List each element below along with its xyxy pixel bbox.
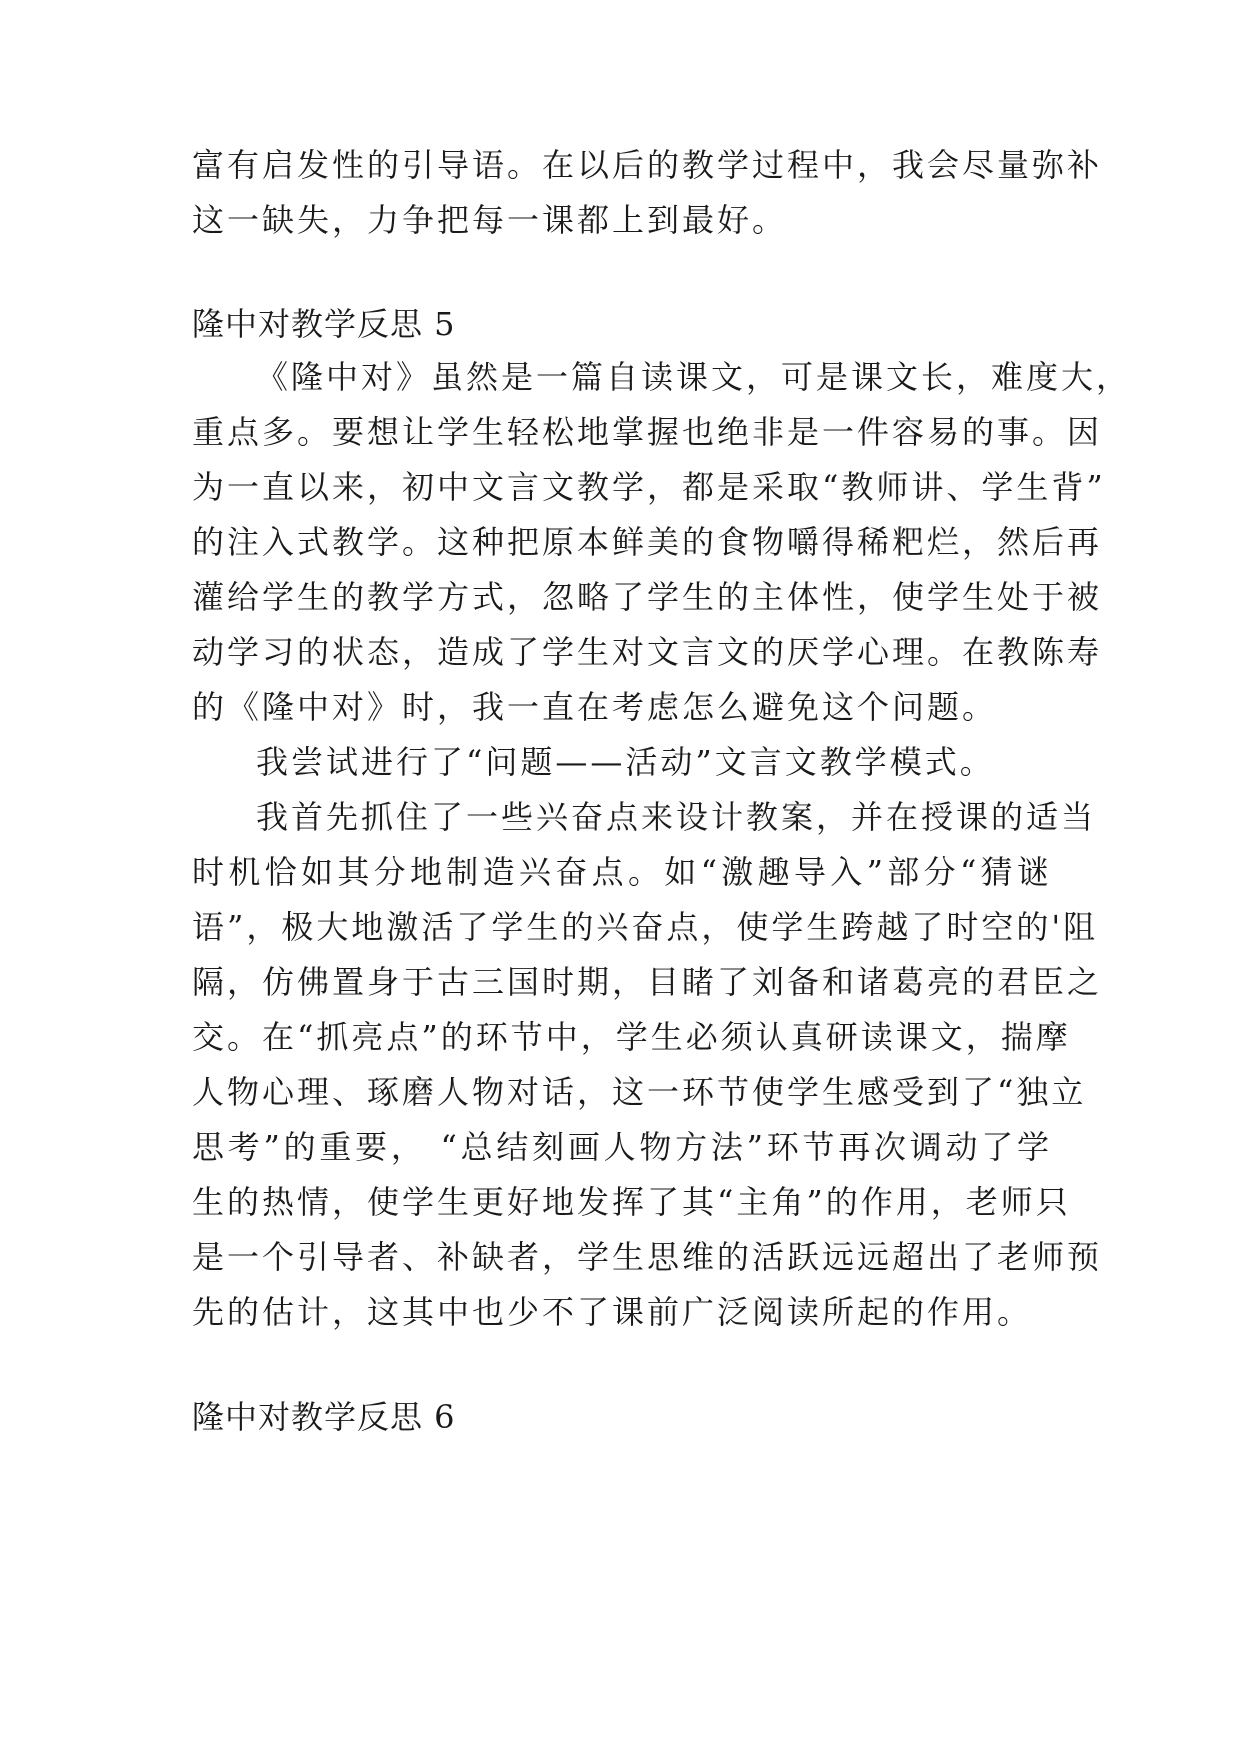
text-line: 我尝试进行了“问题——活动”文言文教学模式。	[256, 743, 995, 781]
text-line: 语”，极大地激活了学生的兴奋点，使学生跨越了时空的'阻	[192, 908, 1099, 946]
text-line: 先的估计，这其中也少不了课前广泛阅读所起的作用。	[192, 1293, 1033, 1331]
text-line: 重点多。要想让学生轻松地掌握也绝非是一件容易的事。因	[192, 413, 1103, 451]
text-line: 的注入式教学。这种把原本鲜美的食物嚼得稀粑烂，然后再	[192, 523, 1103, 561]
text-line: 富有启发性的引导语。在以后的教学过程中，我会尽量弥补	[192, 146, 1103, 184]
document-page	[192, 0, 1132, 1754]
text-line: 的《隆中对》时，我一直在考虑怎么避免这个问题。	[192, 688, 998, 726]
section-heading-6: 隆中对教学反思 6	[192, 1398, 456, 1436]
text-line: 思考”的重要， “总结刻画人物方法”环节再次调动了学	[192, 1128, 1052, 1166]
text-line: 隔，仿佛置身于古三国时期，目睹了刘备和诸葛亮的君臣之	[192, 963, 1103, 1001]
text-line: 人物心理、琢磨人物对话，这一环节使学生感受到了“独立	[192, 1073, 1087, 1111]
text-line: 生的热情，使学生更好地发挥了其“主角”的作用，老师只	[192, 1183, 1071, 1221]
text-line: 这一缺失，力争把每一课都上到最好。	[192, 201, 788, 239]
section-heading-5: 隆中对教学反思 5	[192, 305, 456, 343]
text-line: 为一直以来，初中文言文教学，都是采取“教师讲、学生背”	[192, 468, 1106, 506]
text-line: 时机恰如其分地制造兴奋点。如“激趣导入”部分“猜谜	[192, 853, 1052, 891]
text-line: 《隆中对》虽然是一篇自读课文，可是课文长，难度大，	[256, 358, 1132, 396]
text-line: 动学习的状态，造成了学生对文言文的厌学心理。在教陈寿	[192, 633, 1103, 671]
text-line: 我首先抓住了一些兴奋点来设计教案，并在授课的适当	[256, 798, 1097, 836]
text-line: 灌给学生的教学方式，忽略了学生的主体性，使学生处于被	[192, 578, 1103, 616]
text-line: 是一个引导者、补缺者，学生思维的活跃远远超出了老师预	[192, 1238, 1103, 1276]
text-line: 交。在“抓亮点”的环节中，学生必须认真研读课文，揣摩	[192, 1018, 1071, 1056]
